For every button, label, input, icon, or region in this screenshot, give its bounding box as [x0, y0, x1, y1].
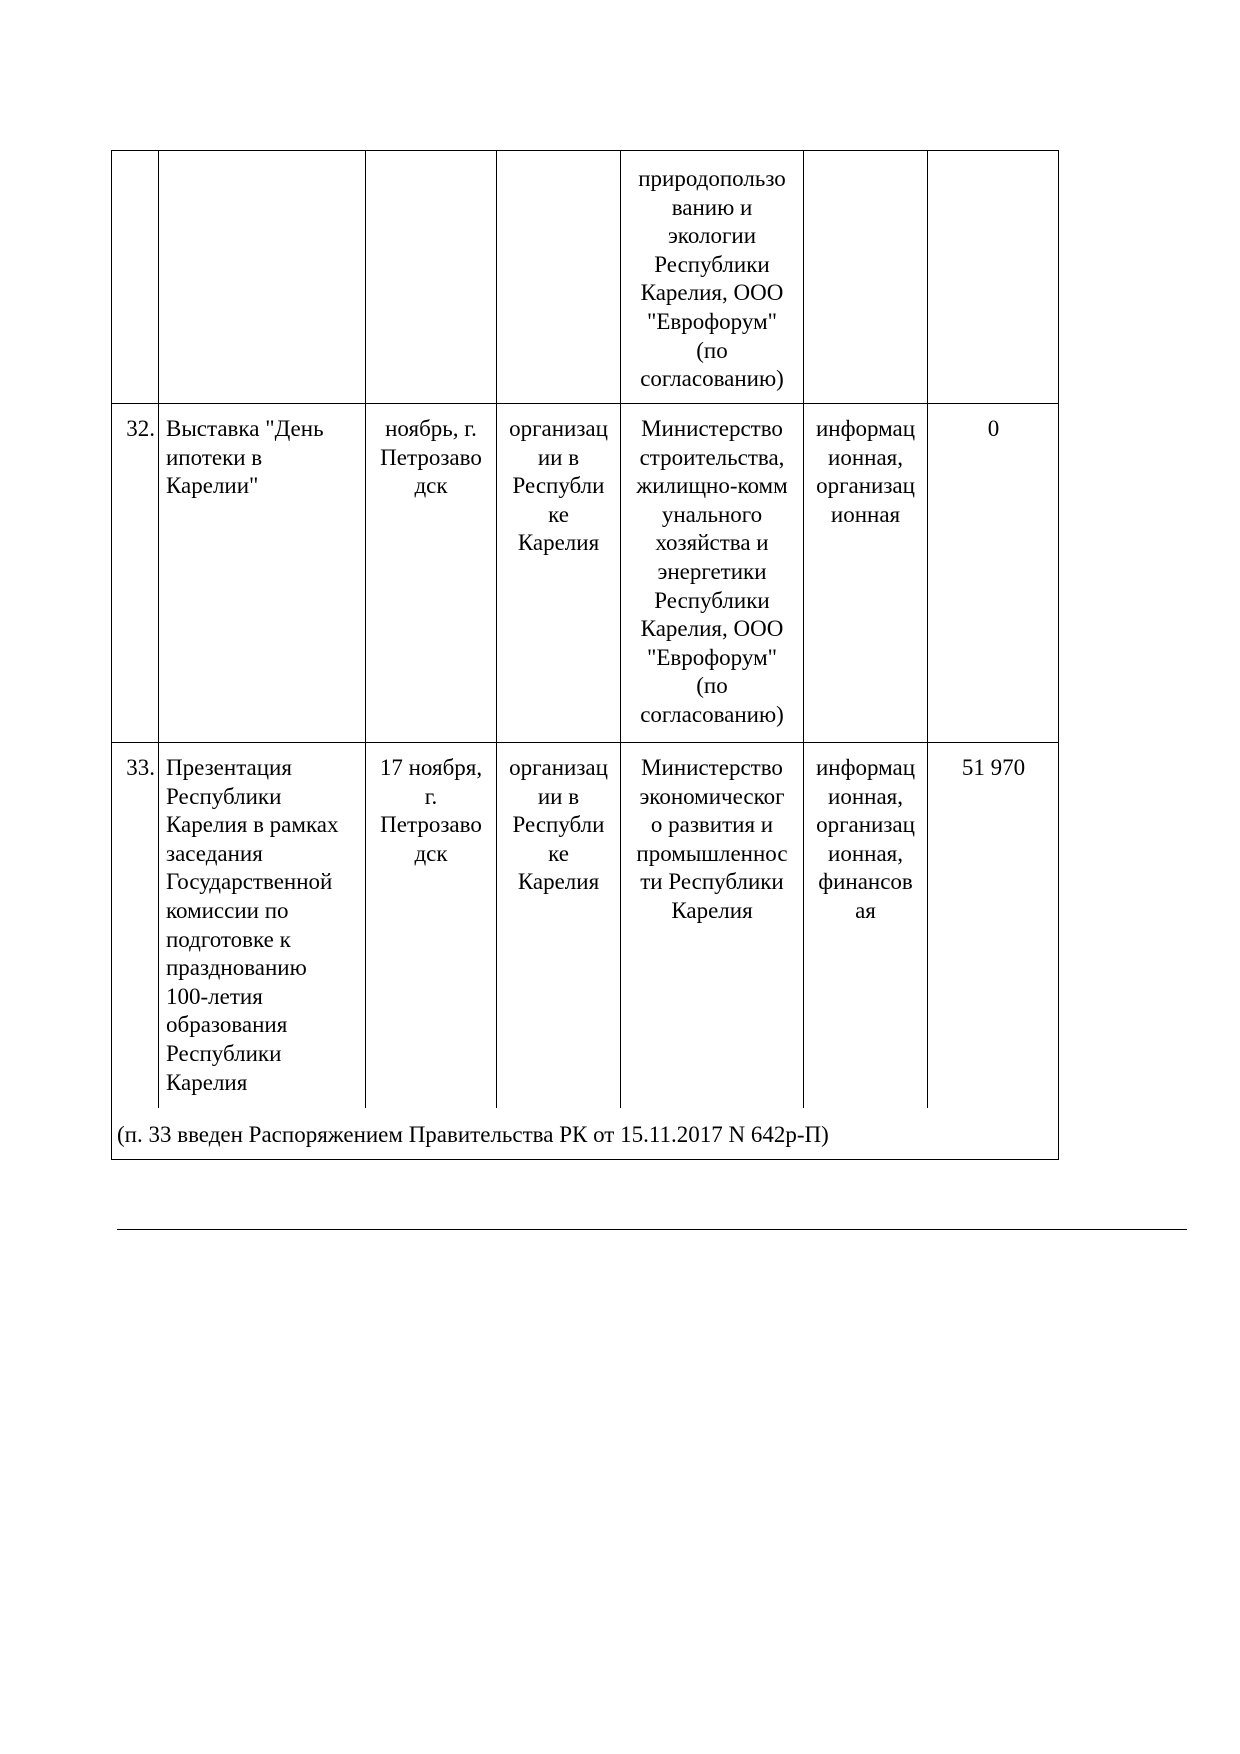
cell-amount: 51 970 [961, 755, 1026, 780]
cell-number: 33. [126, 755, 155, 780]
cell-date-place: ноябрь, г. Петрозаво дск [380, 416, 482, 499]
column-divider [365, 150, 366, 1108]
cell-event-name: Выставка "День ипотеки в Карелии" [166, 416, 324, 499]
cell-support-type: информац ионная, организац ионная, финансов ая [815, 755, 916, 923]
footer-separator [117, 1229, 1187, 1230]
column-divider [496, 150, 497, 1108]
cell-number: 32. [126, 416, 155, 441]
column-divider [927, 150, 928, 1108]
cell-organizers: Министерство экономическог о развития и промышленнос ти Республики Карелия [636, 755, 788, 923]
row-divider [111, 742, 1059, 743]
cell-organizers: природопользо ванию и экологии Республики Карелия, ООО "Еврофорум" (по согласованию) [638, 166, 786, 392]
column-divider [158, 150, 159, 1108]
amendment-note: (п. 33 введен Распоряжением Правительства РК от 15.11.2017 N 642р-П) [117, 1122, 829, 1147]
column-divider [803, 150, 804, 1108]
row-divider [111, 403, 1059, 404]
cell-date-place: 17 ноября, г. Петрозаво дск [379, 755, 483, 866]
cell-participants: организац ии в Республи ке Карелия [509, 416, 608, 556]
cell-support-type: информац ионная, организац ионная [815, 416, 916, 527]
cell-amount: 0 [987, 416, 1000, 441]
cell-organizers: Министерство строительства, жилищно-комм унального хозяйства и энергетики Республики Карелия, ООО "Еврофорум" (по согласованию) [636, 416, 788, 727]
cell-participants: организац ии в Республи ке Карелия [509, 755, 608, 895]
cell-event-name: Презентация Республики Карелия в рамках заседания Государственной комиссии по подготовке к празднованию 100-летия образования Республики Карелия [166, 755, 339, 1095]
